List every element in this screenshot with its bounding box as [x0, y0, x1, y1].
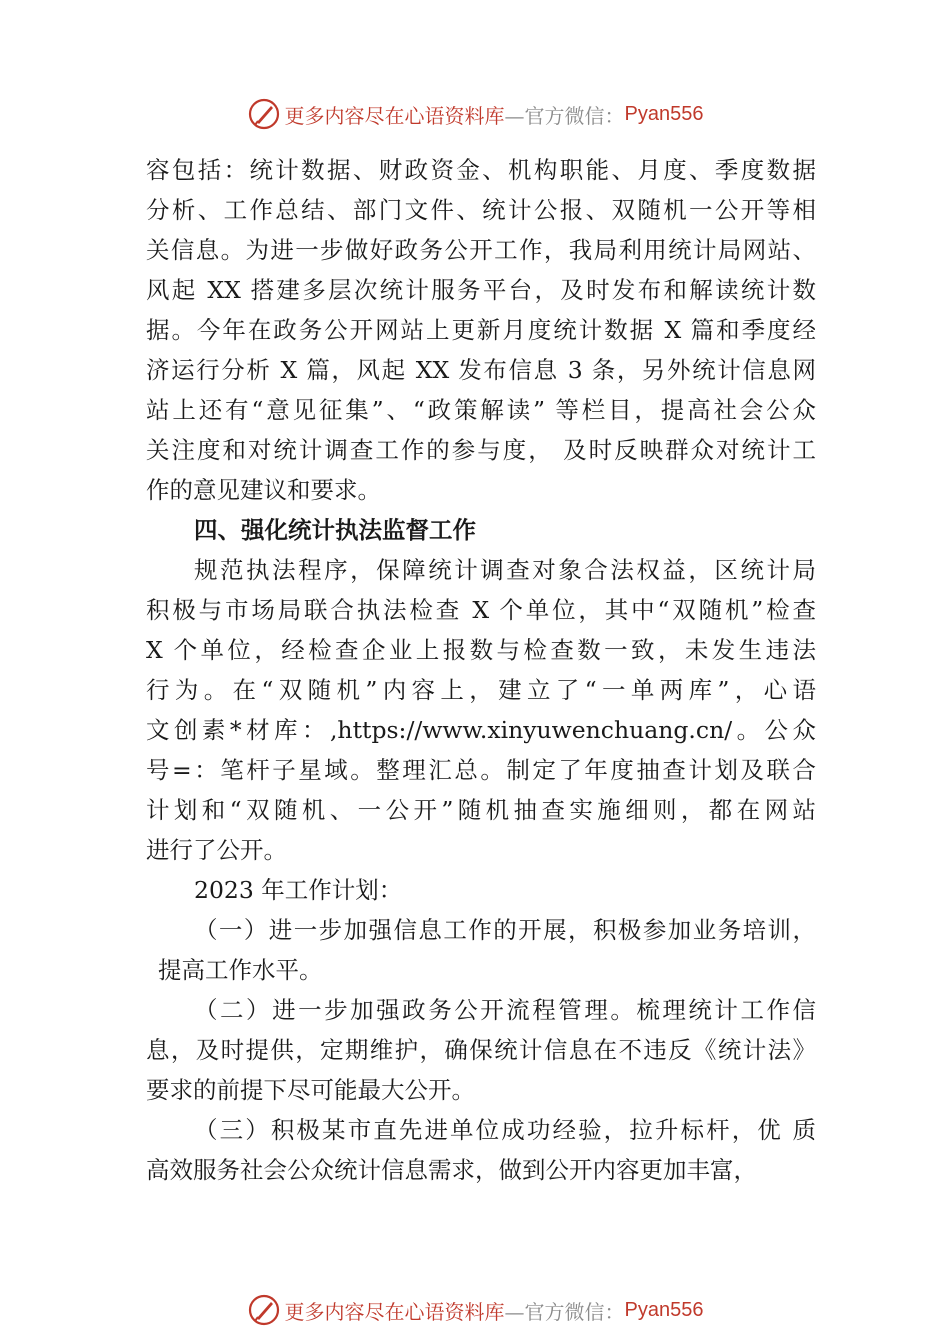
header-watermark	[0, 94, 950, 134]
watermark-site-text: 更多内容尽在心语资料库	[284, 103, 505, 128]
text-line: 容包括：统计数据、财政资金、机构职能、月度、季度数据	[146, 156, 816, 184]
plan-item-2: （二）进一步加强政务公开流程管理。梳理统计工作信	[194, 996, 816, 1024]
text-line: 行为。在“双随机”内容上，建立了“一单两库”，心语	[146, 676, 816, 704]
text-line: 风起 XX 搭建多层次统计服务平台，及时发布和解读统计数	[146, 276, 816, 304]
text-line: 息，及时提供，定期维护，确保统计信息在不违反《统计法》	[146, 1036, 816, 1064]
text-line: X 个单位，经检查企业上报数与检查数一致，未发生违法	[146, 636, 816, 664]
footer-watermark	[0, 1290, 950, 1330]
text-line: 积极与市场局联合执法检查 X 个单位，其中“双随机”检查	[146, 596, 816, 624]
plan-item-3: （三）积极某市直先进单位成功经验，拉升标杆，优 质	[194, 1116, 816, 1144]
watermark-wechat-id: Pyan556	[624, 102, 704, 125]
text-line: 要求的前提下尽可能最大公开。	[146, 1076, 475, 1104]
text-line: 计划和“双随机、一公开”随机抽查实施细则，都在网站	[146, 796, 816, 824]
quill-pen-logo-icon	[247, 1293, 281, 1327]
text-line: 进行了公开。	[146, 836, 287, 864]
text-line: 站上还有“意见征集”、“政策解读” 等栏目，提高社会公众	[146, 396, 816, 424]
text-line: 分析、工作总结、部门文件、统计公报、双随机一公开等相	[146, 196, 816, 224]
text-line: 作的意见建议和要求。	[146, 476, 381, 504]
text-line: 关注度和对统计调查工作的参与度， 及时反映群众对统计工	[146, 436, 816, 464]
text-line: 高效服务社会公众统计信息需求，做到公开内容更加丰富，	[146, 1156, 757, 1184]
watermark-wechat-label: —官方微信：	[504, 103, 625, 128]
section-heading: 四、强化统计执法监督工作	[194, 516, 476, 544]
text-line: 提高工作水平。	[158, 956, 323, 984]
plan-title: 2023 年工作计划：	[194, 876, 403, 904]
document-body	[146, 150, 816, 1190]
text-line: 文创素*材库：,https://www.xinyuwenchuang.cn/。公众	[146, 716, 816, 744]
plan-item-1: （一）进一步加强信息工作的开展，积极参加业务培训，	[194, 916, 816, 944]
text-line: 济运行分析 X 篇，风起 XX 发布信息 3 条，另外统计信息网	[146, 356, 816, 384]
quill-pen-logo-icon	[247, 97, 281, 131]
text-line: 据。今年在政务公开网站上更新月度统计数据 X 篇和季度经	[146, 316, 816, 344]
watermark-wechat-label: —官方微信：	[504, 1299, 625, 1324]
text-line: 规范执法程序，保障统计调查对象合法权益，区统计局	[194, 556, 816, 584]
text-line: 号=：笔杆子星域。整理汇总。制定了年度抽查计划及联合	[146, 756, 816, 784]
watermark-site-text: 更多内容尽在心语资料库	[284, 1299, 505, 1324]
text-line: 关信息。为进一步做好政务公开工作，我局利用统计局网站、	[146, 236, 816, 264]
watermark-wechat-id: Pyan556	[624, 1298, 704, 1321]
